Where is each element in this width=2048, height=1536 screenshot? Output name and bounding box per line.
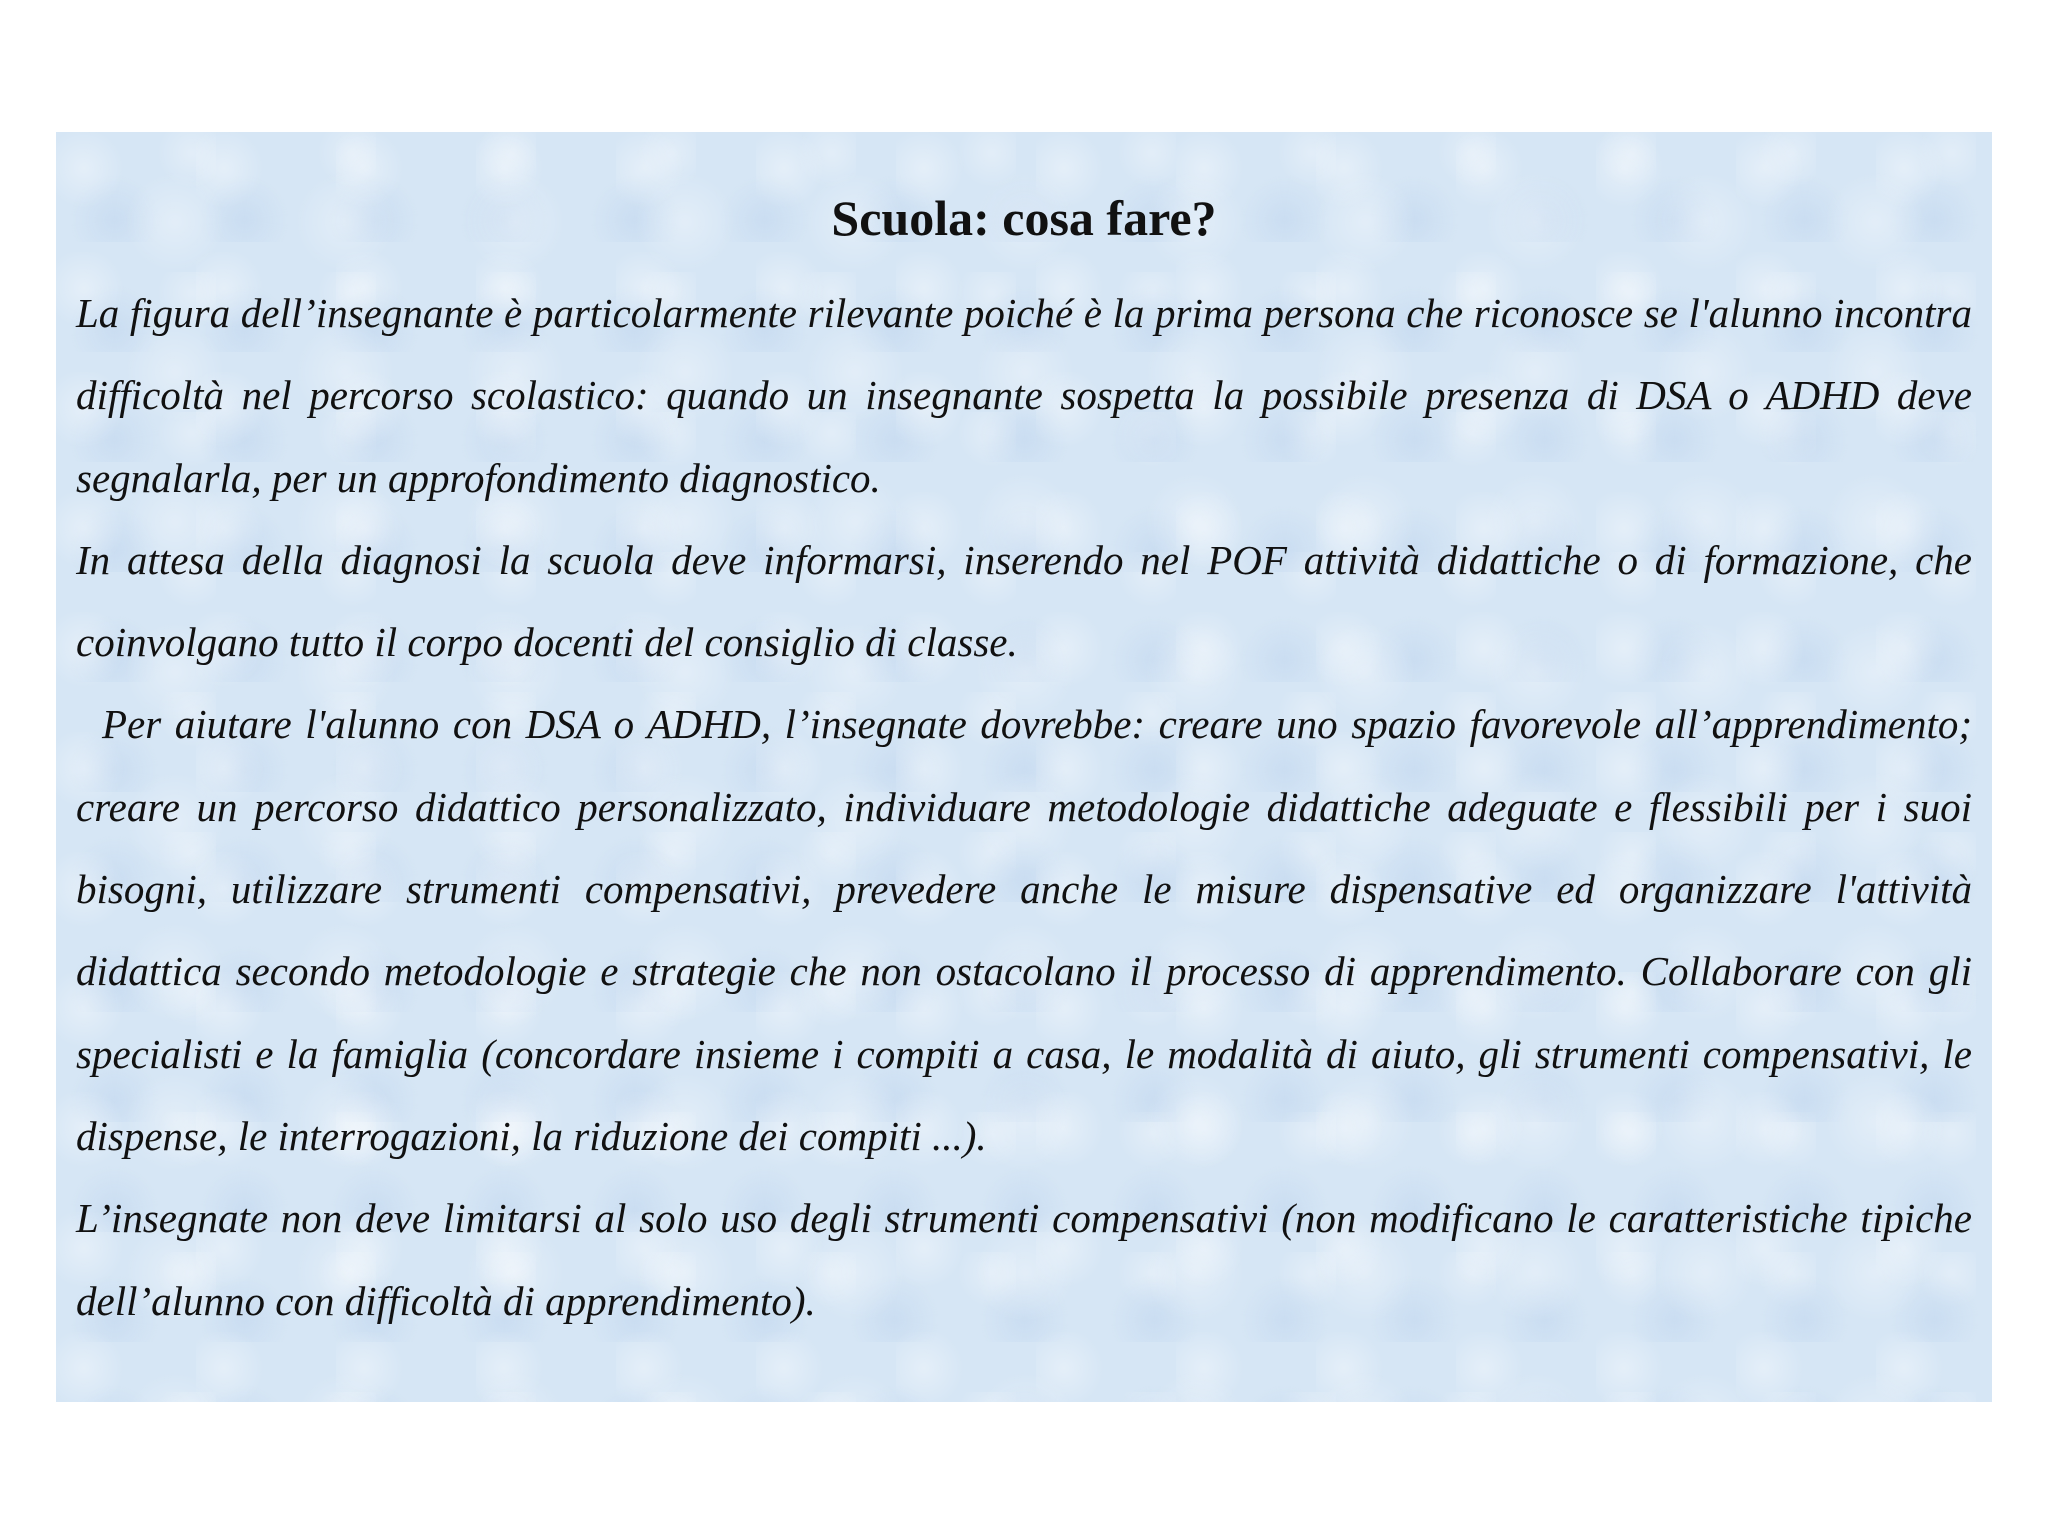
paragraph-teacher-role: La figura dell’insegnante è particolarmente rilevante poiché è la prima persona che riconosce se l'alunno incontra difficoltà nel percorso scolastico: quando un insegnante sospetta la possibile presenza di DSA o ADHD deve segnalarla, per un approfondimento diagnostico. [76,290,1972,501]
slide-body [76,272,1972,1342]
paragraph-compensatory-tools: L’insegnate non deve limitarsi al solo uso degli strumenti compensativi (non modificano le caratteristiche tipiche dell’alunno con difficoltà di apprendimento). [76,1195,1972,1324]
slide-panel [56,132,1992,1402]
slide-title: Scuola: cosa fare? [831,190,1217,246]
paragraph-school-waiting-diagnosis: In attesa della diagnosi la scuola deve informarsi, inserendo nel POF attività didattiche o di formazione, che coinvolgano tutto il corpo docenti del consiglio di classe. [76,536,1972,666]
paragraph-helping-student: Per aiutare l'alunno con DSA o ADHD, l’insegnate dovrebbe: creare uno spazio favorevole all’apprendimento; creare un percorso didattico personalizzato, individuare metodologie didattiche adeguate e flessibili per i suoi bisogni, utilizzare strumenti compensativi, prevedere anche le misure dispensative ed organizzare l'attività didattica secondo metodologie e strategie che non ostacolano il processo di apprendimento. Collaborare con gli specialisti e la famiglia (concordare insieme i compiti a casa, le modalità di aiuto, gli strumenti compensativi, le dispense, le interrogazioni, la riduzione dei compiti ...). [76,701,1972,1159]
